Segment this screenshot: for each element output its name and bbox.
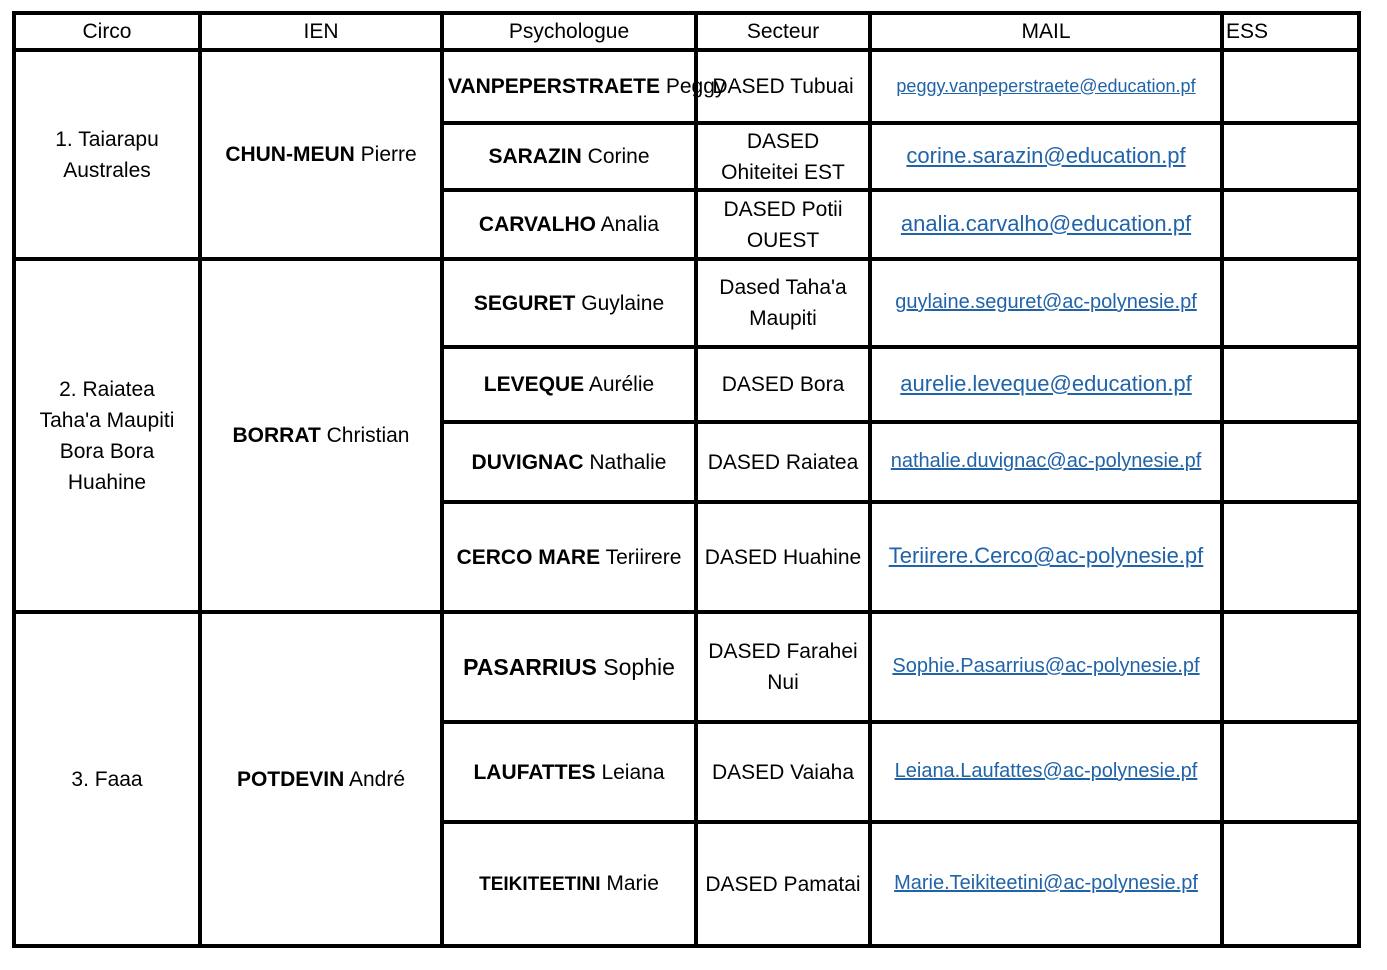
- mail-cell: [870, 123, 1222, 190]
- email-link[interactable]: Leiana.Laufattes@ac-polynesie.pf: [894, 760, 1198, 782]
- ess-cell: [1222, 822, 1359, 946]
- psy-last-name: VANPEPERSTRAETE: [448, 75, 660, 98]
- circo-cell: [14, 612, 200, 946]
- mail-cell: [870, 422, 1222, 502]
- psy-last-name: CERCO MARE: [456, 545, 601, 569]
- secteur-text: Maupiti: [749, 307, 817, 330]
- psy-first-name: Teriirere: [605, 545, 682, 569]
- psy-last-name: CARVALHO: [478, 213, 596, 236]
- header-secteur: Secteur: [696, 13, 870, 50]
- ien-cell: [200, 259, 442, 612]
- ien-first-name: Christian: [326, 424, 410, 447]
- psy-last-name: PASARRIUS: [463, 653, 597, 680]
- circo-text: Huahine: [67, 470, 147, 494]
- psychologue-cell: [442, 822, 696, 946]
- ien-last-name: BORRAT: [232, 424, 321, 447]
- ess-cell: [1222, 50, 1359, 123]
- ess-cell: [1222, 123, 1359, 190]
- ien-cell: [200, 612, 442, 946]
- psy-first-name: Guylaine: [581, 291, 665, 315]
- circo-text: Bora Bora: [59, 439, 155, 463]
- secteur-text: Dased Taha'a: [719, 276, 847, 299]
- email-link[interactable]: analia.carvalho@education.pf: [900, 210, 1192, 236]
- circo-cell: [14, 50, 200, 259]
- psychologue-cell: [442, 612, 696, 722]
- mail-cell: [870, 612, 1222, 722]
- psychologues-table: [12, 11, 1361, 948]
- secteur-text: DASED Farahei: [708, 640, 858, 663]
- secteur-text: DASED Bora: [721, 373, 845, 396]
- secteur-cell: [696, 123, 870, 190]
- mail-cell: [870, 50, 1222, 123]
- email-link[interactable]: Teriirere.Cerco@ac-polynesie.pf: [888, 543, 1204, 568]
- psy-last-name: LEVEQUE: [483, 373, 585, 396]
- psychologue-cell: [442, 722, 696, 822]
- psy-first-name: Marie: [606, 872, 659, 895]
- table-row: [14, 259, 1359, 347]
- circo-text: 1. Taiarapu: [55, 127, 159, 151]
- secteur-cell: [696, 190, 870, 259]
- table-row: [14, 50, 1359, 123]
- email-link[interactable]: corine.sarazin@education.pf: [906, 142, 1186, 168]
- secteur-text: DASED Tubuai: [712, 75, 854, 98]
- secteur-text: Ohiteitei EST: [721, 160, 845, 184]
- psychologue-cell: [442, 190, 696, 259]
- psy-last-name: DUVIGNAC: [471, 450, 584, 474]
- mail-cell: [870, 347, 1222, 422]
- psy-first-name: Analia: [600, 213, 660, 236]
- secteur-text: Nui: [767, 671, 799, 694]
- psychologue-cell: [442, 123, 696, 190]
- psychologue-cell: [442, 502, 696, 612]
- psychologue-cell: [442, 347, 696, 422]
- mail-cell: [870, 822, 1222, 946]
- secteur-cell: [696, 722, 870, 822]
- secteur-text: DASED Huahine: [704, 545, 862, 569]
- ess-cell: [1222, 502, 1359, 612]
- psy-first-name: Peggy: [665, 75, 726, 98]
- secteur-cell: [696, 422, 870, 502]
- email-link[interactable]: guylaine.seguret@ac-polynesie.pf: [895, 291, 1197, 313]
- email-link[interactable]: Marie.Teikiteetini@ac-polynesie.pf: [894, 872, 1198, 894]
- secteur-cell: [696, 259, 870, 347]
- psy-first-name: Nathalie: [589, 450, 667, 474]
- mail-cell: [870, 722, 1222, 822]
- ess-cell: [1222, 259, 1359, 347]
- psy-first-name: Sophie: [603, 653, 675, 680]
- ess-cell: [1222, 722, 1359, 822]
- mail-cell: [870, 502, 1222, 612]
- ien-last-name: POTDEVIN: [236, 767, 345, 791]
- circo-text: Australes: [63, 158, 151, 182]
- secteur-cell: [696, 612, 870, 722]
- table-row: [14, 612, 1359, 722]
- psychologue-cell: [442, 50, 726, 123]
- psy-first-name: Leiana: [601, 760, 665, 784]
- email-link[interactable]: peggy.vanpeperstraete@education.pf: [896, 75, 1196, 96]
- secteur-text: OUEST: [746, 228, 820, 252]
- ien-first-name: André: [349, 767, 406, 791]
- circo-text: 2. Raiatea: [59, 377, 155, 401]
- header-circo: Circo: [14, 13, 200, 50]
- secteur-text: DASED: [746, 129, 820, 153]
- secteur-cell: [696, 502, 870, 612]
- header-ien: IEN: [200, 13, 442, 50]
- secteur-cell: [696, 347, 870, 422]
- psychologue-cell: [442, 259, 696, 347]
- secteur-text: DASED Potii: [723, 197, 843, 221]
- ien-last-name: CHUN-MEUN: [225, 143, 355, 166]
- secteur-text: DASED Pamatai: [705, 872, 861, 896]
- psy-first-name: Corine: [587, 145, 650, 168]
- mail-cell: [870, 259, 1222, 347]
- ien-first-name: Pierre: [360, 143, 417, 166]
- circo-text: Taha'a Maupiti: [39, 408, 175, 432]
- header-mail: MAIL: [870, 13, 1222, 50]
- header-row: [14, 13, 1359, 50]
- ien-cell: [200, 50, 442, 259]
- psy-last-name: SARAZIN: [488, 145, 582, 168]
- email-link[interactable]: Sophie.Pasarrius@ac-polynesie.pf: [892, 655, 1200, 677]
- psy-last-name: SEGURET: [473, 291, 576, 315]
- mail-cell: [870, 190, 1222, 259]
- secteur-text: DASED Raiatea: [707, 450, 859, 474]
- email-link[interactable]: aurelie.leveque@education.pf: [900, 370, 1192, 396]
- email-link[interactable]: nathalie.duvignac@ac-polynesie.pf: [890, 450, 1202, 472]
- psy-last-name: TEIKITEETINI: [479, 874, 601, 895]
- circo-text: 3. Faaa: [71, 767, 143, 791]
- header-psychologue: Psychologue: [442, 13, 696, 50]
- ess-cell: [1222, 347, 1359, 422]
- psy-first-name: Aurélie: [588, 373, 655, 396]
- secteur-cell: [696, 822, 870, 946]
- ess-cell: [1222, 190, 1359, 259]
- secteur-cell: [696, 50, 870, 123]
- header-ess: ESS: [1222, 13, 1359, 50]
- ess-cell: [1222, 612, 1359, 722]
- circo-cell: [14, 259, 200, 612]
- secteur-text: DASED Vaiaha: [711, 760, 855, 784]
- ess-cell: [1222, 422, 1359, 502]
- psy-last-name: LAUFATTES: [473, 760, 596, 784]
- psychologue-cell: [442, 422, 696, 502]
